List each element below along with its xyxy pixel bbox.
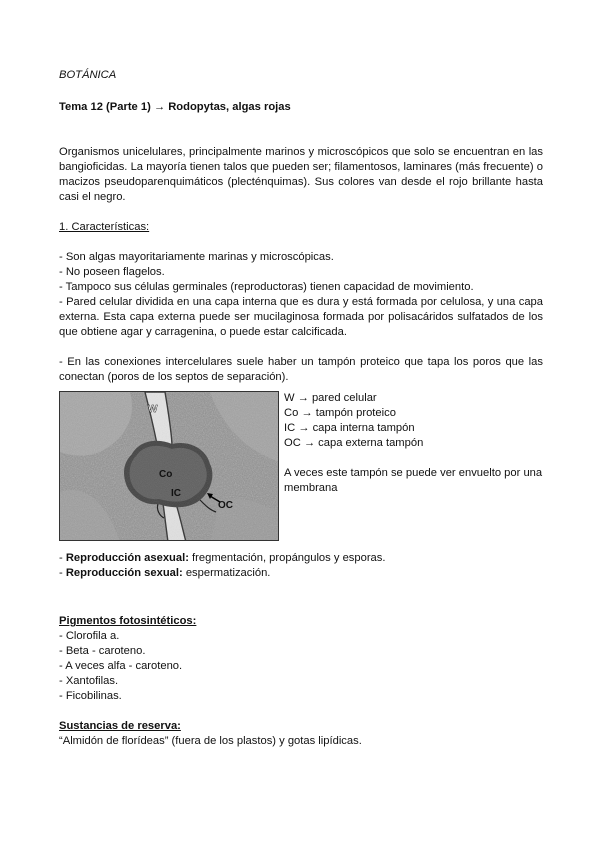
list-item: - Tampoco sus células germinales (reproductoras) tienen capacidad de movimiento. [59,281,474,293]
sexual-label: Reproducción sexual: [65,567,183,579]
list-item: - Pared celular dividida en una capa interna que es dura y está formada por celulosa, y una capa externa. Esta capa externa puede ser mucilaginosa formada por polisacáridos sulfatados de los que obtiene agar y carragenina, o puede estar calcificada. [59,296,543,338]
reproduction-list [59,551,543,581]
reserves-text: “Almidón de florídeas” (fuera de los plastos) y gotas lipídicas. [59,735,362,747]
asexual-label: Reproducción asexual: [65,552,189,564]
sexual-text: espermatización. [182,567,271,579]
list-item: - Ficobilinas. [59,690,122,702]
label-ic: IC [171,488,181,499]
label-oc: OC [218,500,233,511]
subject-label: BOTÁNICA [59,69,117,81]
connections-paragraph: - En las conexiones intercelulares suele haber un tampón proteico que tapa los poros que las conectan (poros de los septos de separación). [59,356,543,383]
document-page [59,68,543,749]
pigments-list [59,629,543,704]
micrograph-drawing [60,392,279,541]
figure-legend [284,391,544,496]
list-item: - A veces alfa - caroteno. [59,660,183,672]
asexual-text: fregmentación, propángulos y esporas. [188,552,386,564]
legend-item-oc: OC → capa externa tampón [284,437,424,449]
list-item: - No poseen flagelos. [59,266,165,278]
list-item: - Reproducción sexual: espermatización. [59,567,271,579]
pigments-heading: Pigmentos fotosintéticos: [59,615,197,627]
section-heading-caracteristicas: 1. Características: [59,221,150,233]
intro-paragraph: Organismos unicelulares, principalmente marinos y microscópicos que solo se encuentran en las bangioficidas. La mayoría tienen talos que pueden ser; filamentosos, laminares (más frecuente) o macizos pseudoparenquimáticos (plecténquimas). Sus colores van desde el rojo brillante hasta casi el negro. [59,146,543,203]
legend-note: A veces este tampón se puede ver envuelto por una membrana [284,467,543,494]
page-title: Tema 12 (Parte 1) → Rodopytas, algas rojas [59,101,291,113]
legend-item-w: W → pared celular [284,392,377,404]
list-item: - Son algas mayoritariamente marinas y microscópicas. [59,251,334,263]
characteristics-list [59,250,543,340]
figure-block [59,391,543,543]
micrograph-image [59,391,279,541]
legend-item-ic: IC → capa interna tampón [284,422,415,434]
label-co: Co [159,469,173,480]
reserves-heading: Sustancias de reserva: [59,720,181,732]
list-item: - Beta - caroteno. [59,645,146,657]
legend-item-co: Co → tampón proteico [284,407,396,419]
list-item: - Clorofila a. [59,630,120,642]
list-item: - Reproducción asexual: fregmentación, propángulos y esporas. [59,552,386,564]
label-w: W [148,404,158,415]
list-item: - Xantofilas. [59,675,119,687]
